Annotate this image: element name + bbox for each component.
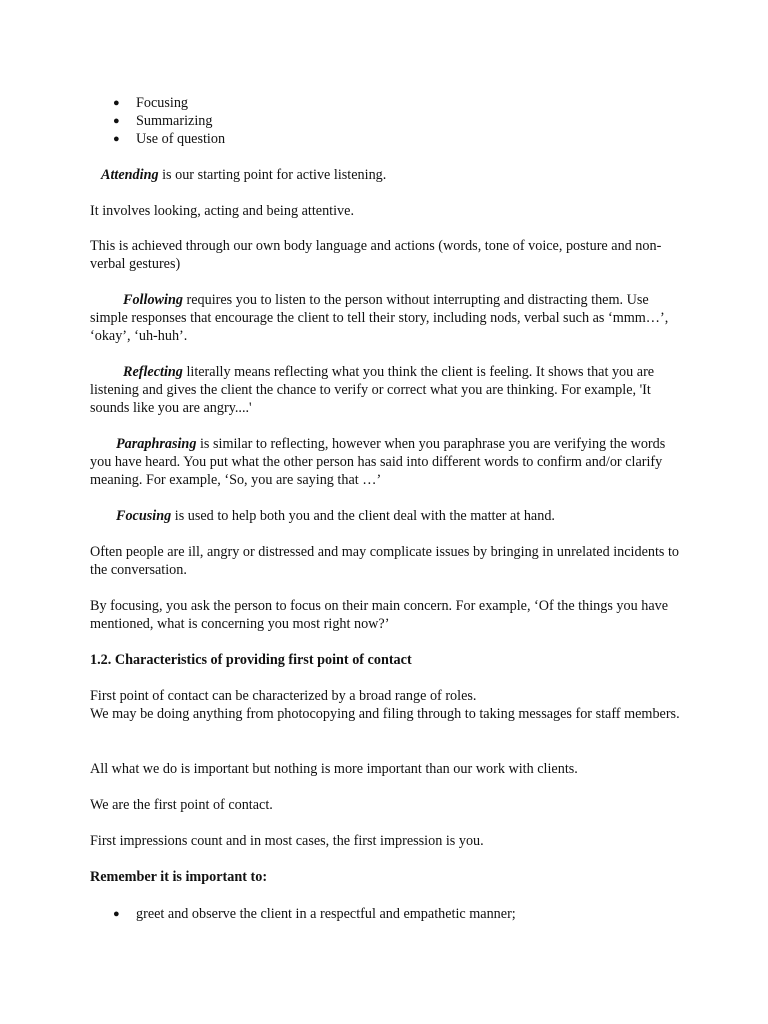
- by-focusing-paragraph: By focusing, you ask the person to focus on their main concern. For example, ‘Of the things you have mentioned, what is concerning you most right now?’: [90, 598, 669, 632]
- often-paragraph: Often people are ill, angry or distressed and may complicate issues by bringing in unrelated incidents to the conversation.: [90, 544, 680, 578]
- top-bullet-list: [113, 94, 225, 148]
- we-are-paragraph: We are the first point of contact.: [90, 797, 273, 813]
- list-item-text: Summarizing: [136, 113, 213, 129]
- paragraph-text: is similar to reflecting, however when you paraphrase you are verifying the words you have heard. You put what the other person has said into different words to confirm and/or clarify meaning. For example, ‘So, you are saying that …’: [90, 436, 666, 488]
- paragraph-text: requires you to listen to the person without interrupting and distracting them. Use simple responses that encourage the client to tell their story, including nods, verbal such as ‘mmm…’, ‘okay’, ‘uh-huh’.: [90, 292, 669, 344]
- first-point-line-1: First point of contact can be characterized by a broad range of roles.: [90, 688, 477, 704]
- term-focusing: Focusing: [116, 508, 172, 524]
- attending-paragraph: [90, 166, 680, 184]
- remember-heading: Remember it is important to:: [90, 869, 268, 885]
- list-item-text: greet and observe the client in a respectful and empathetic manner;: [136, 906, 516, 922]
- bullet-icon: ●: [113, 97, 120, 109]
- list-item: [113, 130, 225, 148]
- term-following: Following: [123, 292, 183, 308]
- reflecting-paragraph: [90, 363, 680, 417]
- focusing-paragraph: [90, 507, 680, 525]
- list-item: [113, 94, 225, 112]
- list-item-text: Focusing: [136, 95, 189, 111]
- following-paragraph: [90, 291, 680, 345]
- bullet-icon: ●: [113, 115, 120, 127]
- list-item: [113, 905, 516, 923]
- term-attending: Attending: [101, 167, 159, 183]
- list-item-text: Use of question: [136, 131, 226, 147]
- impressions-paragraph: First impressions count and in most cases, the first impression is you.: [90, 833, 484, 849]
- bullet-icon: ●: [113, 908, 120, 920]
- term-reflecting: Reflecting: [123, 364, 183, 380]
- achieved-paragraph: This is achieved through our own body language and actions (words, tone of voice, posture and non-verbal gestures): [90, 238, 662, 272]
- bullet-icon: ●: [113, 133, 120, 145]
- bottom-bullet-list: [113, 905, 516, 923]
- section-heading: 1.2. Characteristics of providing first point of contact: [90, 652, 412, 668]
- first-point-paragraph: [90, 687, 680, 723]
- first-point-line-2: We may be doing anything from photocopying and filing through to taking messages for staff members.: [90, 706, 680, 722]
- list-item: [113, 112, 225, 130]
- involves-paragraph: It involves looking, acting and being attentive.: [90, 203, 354, 219]
- all-what-paragraph: All what we do is important but nothing is more important than our work with clients.: [90, 761, 578, 777]
- paragraph-text: is used to help both you and the client deal with the matter at hand.: [171, 508, 555, 524]
- paragraph-text: is our starting point for active listening.: [158, 167, 387, 183]
- paragraph-text: literally means reflecting what you think the client is feeling. It shows that you are listening and gives the client the chance to verify or correct what you are thinking. For example, 'It sounds like you are angry....': [90, 364, 655, 416]
- paraphrasing-paragraph: [90, 435, 680, 489]
- term-paraphrasing: Paraphrasing: [116, 436, 197, 452]
